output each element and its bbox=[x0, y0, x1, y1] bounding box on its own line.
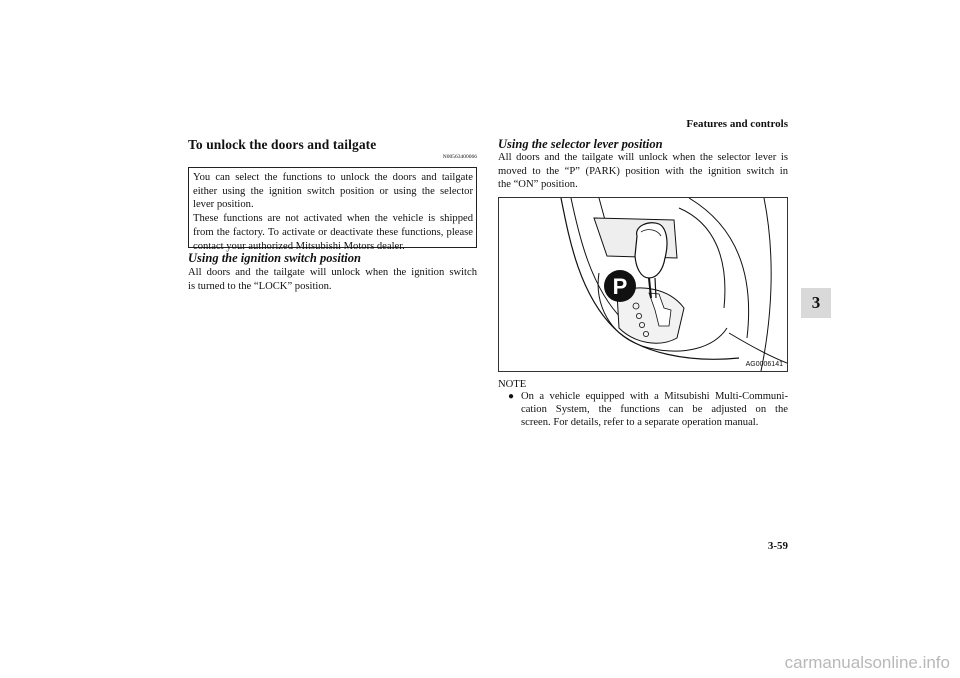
notice-box bbox=[188, 167, 477, 252]
ignition-line: All doors and the tailgate will unlock when the ignition switch bbox=[188, 267, 477, 278]
notice-line: You can select the functions to unlock the doors and tailgate bbox=[193, 172, 473, 183]
notice-line: lever position. bbox=[193, 199, 254, 211]
section-code: N00563400066 bbox=[442, 154, 477, 160]
section-title: To unlock the doors and tailgate bbox=[188, 137, 377, 152]
page-number: 3-59 bbox=[767, 540, 788, 552]
selector-lever-illustration bbox=[498, 197, 788, 372]
selector-heading: Using the selector lever position bbox=[498, 137, 663, 151]
notice-line: either using the ignition switch position or using the selector bbox=[193, 185, 473, 197]
ignition-line: is turned to the “LOCK” position. bbox=[188, 280, 332, 292]
header-title: Features and controls bbox=[686, 118, 788, 130]
ignition-heading: Using the ignition switch position bbox=[188, 251, 361, 265]
note-line: cation System, the functions can be adjusted on the bbox=[521, 404, 788, 415]
selector-paragraph bbox=[498, 151, 788, 192]
notice-line: from the factory. To activate or deactivate these functions, please bbox=[193, 226, 473, 238]
selector-line: All doors and the tailgate will unlock when the selector lever is bbox=[498, 152, 788, 163]
watermark: carmanualsonline.info bbox=[784, 653, 950, 672]
ignition-paragraph bbox=[188, 266, 477, 293]
notice-line: These functions are not activated when the vehicle is shipped bbox=[193, 213, 473, 225]
note-label: NOTE bbox=[498, 379, 527, 390]
bullet-icon: ● bbox=[508, 391, 515, 402]
park-badge-label: P bbox=[612, 274, 628, 299]
figure-code: AG0006141 bbox=[745, 361, 783, 368]
notice-line: contact your authorized Mitsubishi Motors dealer. bbox=[193, 240, 405, 252]
note-line: screen. For details, refer to a separate operation manual. bbox=[521, 417, 759, 428]
note-line: On a vehicle equipped with a Mitsubishi Multi-Communi- bbox=[521, 391, 788, 402]
selector-line: the “ON” position. bbox=[498, 179, 578, 191]
selector-lever-drawing bbox=[499, 198, 787, 371]
chapter-tab: 3 bbox=[801, 288, 831, 318]
selector-line: moved to the “P” (PARK) position with the ignition switch in bbox=[498, 165, 788, 177]
note-item bbox=[508, 390, 788, 429]
